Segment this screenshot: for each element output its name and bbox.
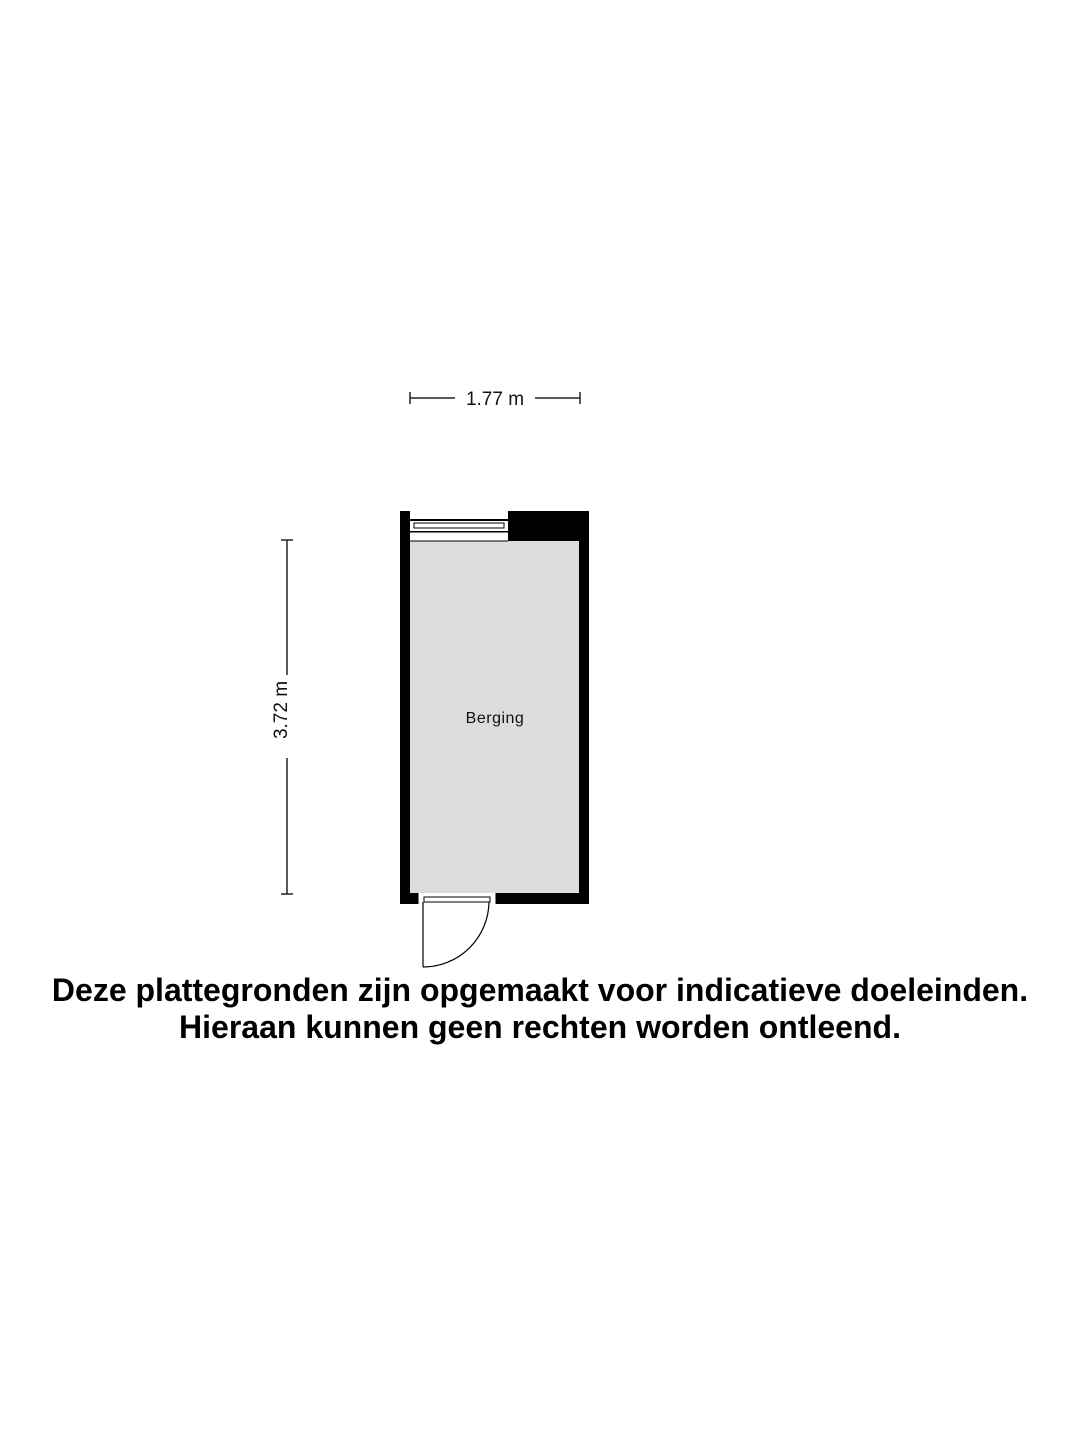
door bbox=[418, 893, 496, 967]
disclaimer bbox=[0, 972, 1080, 1046]
door-swing-arc bbox=[423, 902, 489, 967]
height-label: 3.72 m bbox=[271, 680, 292, 740]
width-label: 1.77 m bbox=[465, 389, 525, 410]
height-dimension bbox=[271, 540, 293, 894]
disclaimer-line-1: Deze plattegronden zijn opgemaakt voor indicatieve doeleinden. bbox=[51, 972, 1029, 1008]
disclaimer-line-2: Hieraan kunnen geen rechten worden ontleend. bbox=[179, 1009, 901, 1045]
window bbox=[410, 511, 508, 541]
width-dimension bbox=[410, 389, 580, 410]
room-label: Berging bbox=[465, 710, 525, 727]
